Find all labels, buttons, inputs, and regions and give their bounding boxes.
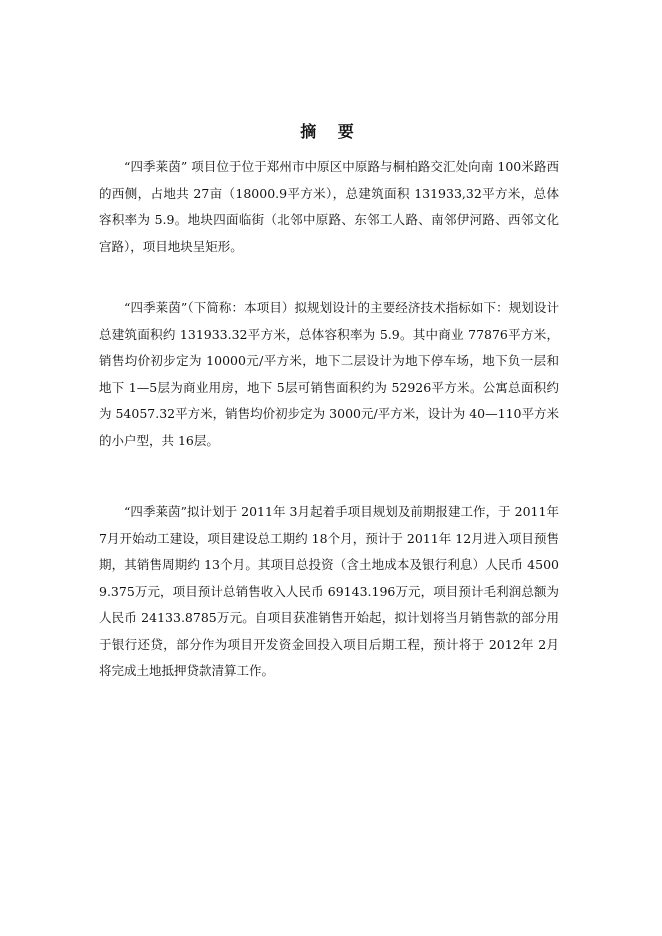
- paragraph-schedule-finance: “四季莱茵”拟计划于 2011年 3月起着手项目规划及前期报建工作，于 2011年 7月开始动工建设，项目建设总工期约 18个月，预计于 2011年 12月进入项目预售期，其销售周期约 13个月。其项目总投资（含土地成本及银行利息）人民币 45009.375万元，项目预计总销售收入人民币 69143.196万元，项目预计毛利润总额为人民币 24133.8785万元。自项目获准销售开始起，拟计划将当月销售款的部分用于银行还贷，部分作为项目开发资金回投入项目后期工程，预计将于 2012年 2月将完成土地抵押贷款清算工作。: [99, 504, 559, 678]
- paragraph-economic-indicators: “四季莱茵”（下简称：本项目）拟规划设计的主要经济技术指标如下：规划设计总建筑面积约 131933.32平方米，总体容积率为 5.9。其中商业 77876平方米，销售均价初步定为 10000元/平方米，地下二层设计为地下停车场，地下负一层和地下 1—5层为商业用房，地下 5层可销售面积约为 52926平方米。公寓总面积约为 54057.32平方米，销售均价初步定为 3000元/平方米，设计为 40—110平方米的小户型，共 16层。: [99, 300, 559, 448]
- page-title: 摘 要: [300, 122, 362, 141]
- paragraph-project-location: “四季莱茵” 项目位于位于郑州市中原区中原路与桐柏路交汇处向南 100米路西的西侧，占地共 27亩（18000.9平方米），总建筑面积 131933,32平方米，总体容积率为 5.9。地块四面临街（北邻中原路、东邻工人路、南邻伊河路、西邻文化宫路），项目地块呈矩形。: [99, 159, 559, 254]
